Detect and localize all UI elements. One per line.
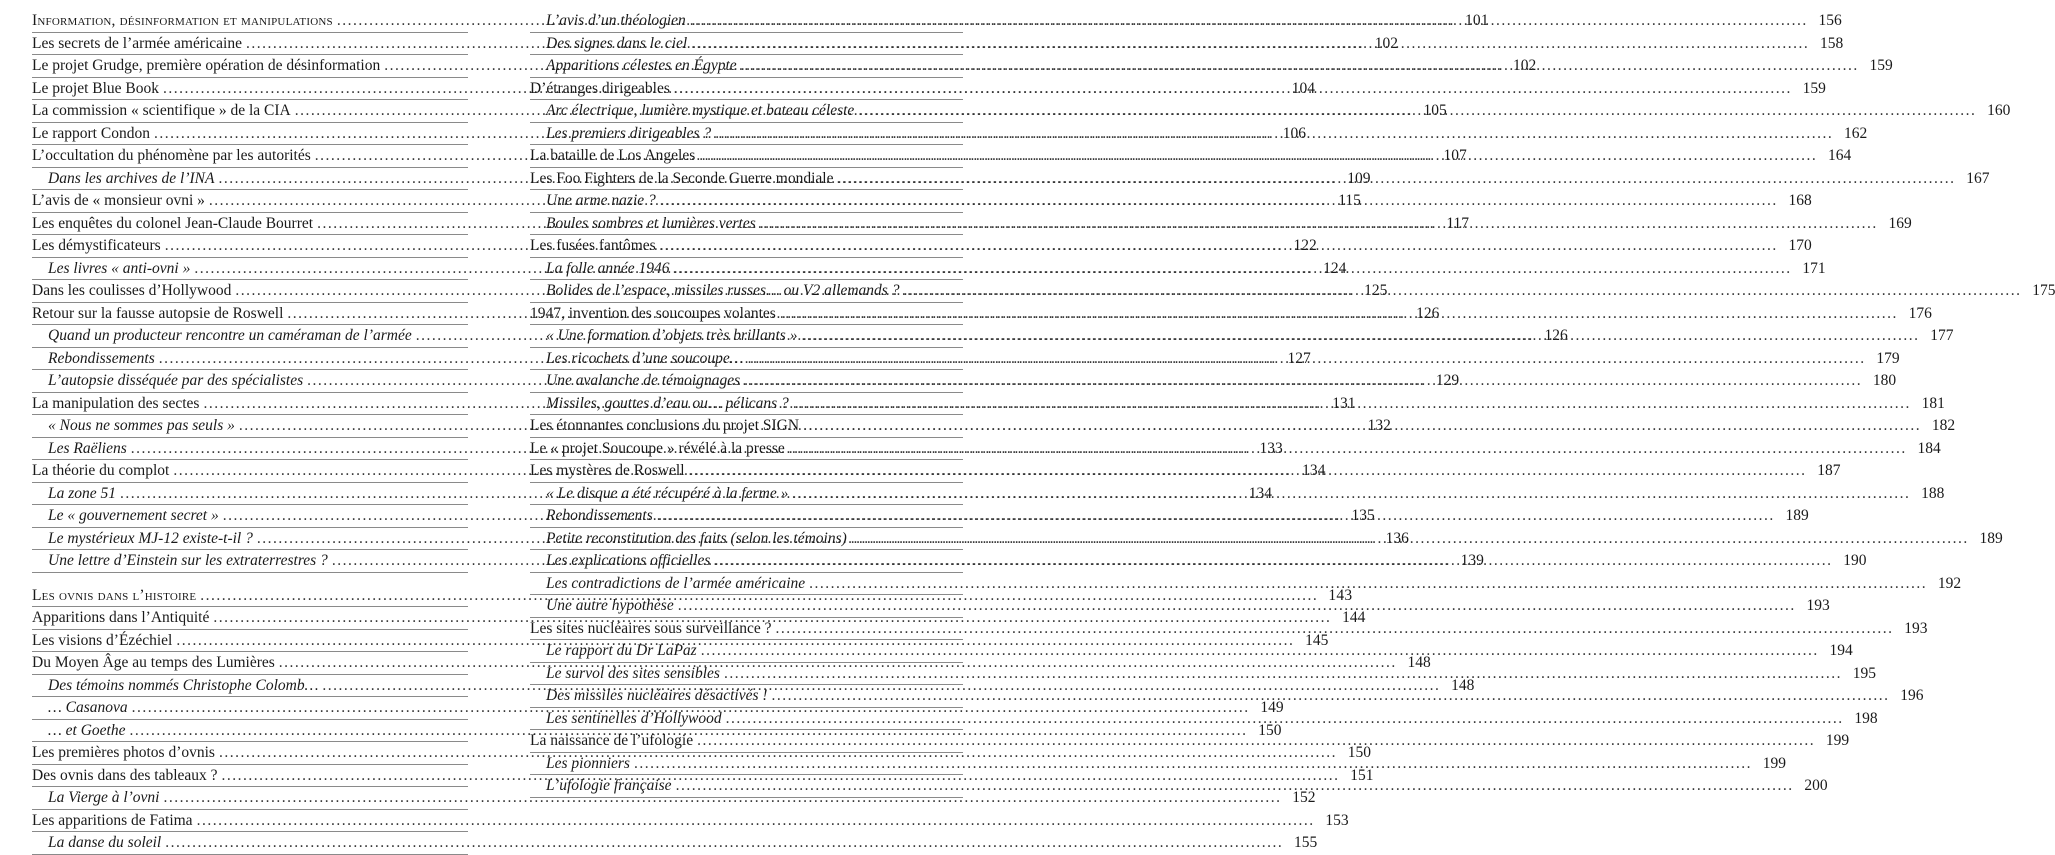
toc-page-number: 150 (1347, 744, 1371, 761)
toc-entry-title: Rebondissements (48, 349, 155, 367)
toc-page-number: 199 (1762, 754, 1786, 772)
toc-entry-title: Les fusées fantômes (530, 237, 656, 254)
toc-page-number: 125 (1364, 282, 1388, 299)
toc-page-number: 194 (1829, 642, 1853, 659)
toc-page-number: 145 (1305, 631, 1329, 649)
toc-page-number: 152 (1292, 789, 1316, 806)
toc-dot-leader (741, 55, 1859, 77)
toc-dot-leader (197, 810, 1315, 832)
toc-page-number: 198 (1854, 709, 1878, 727)
toc-entry-title: L’avis de « monsieur ovni » (32, 192, 205, 209)
toc-entry-title: Petite reconstitution des faits (selon les témoins) (546, 529, 847, 547)
toc-dot-leader (715, 123, 1833, 145)
toc-entry-title: Les sentinelles d’Hollywood (546, 709, 722, 727)
toc-page-number: 167 (1966, 169, 1990, 187)
toc-entry-title: Le mystérieux MJ-12 existe-t-il ? (48, 529, 253, 547)
toc-entry-title: Les premières photos d’ovnis (32, 744, 215, 761)
toc-page-number: 175 (2032, 282, 2055, 299)
toc-page-number: 148 (1451, 676, 1475, 694)
toc-entry-title: La zone 51 (48, 484, 117, 502)
toc-entry-title: L’avis d’un théologien (546, 12, 686, 29)
toc-page-number: 133 (1259, 439, 1283, 457)
toc-page-number: 180 (1872, 372, 1897, 389)
toc-page-number: 196 (1900, 687, 1924, 704)
toc-dot-leader (744, 370, 1862, 392)
toc-page-number: 151 (1350, 766, 1374, 784)
toc-entry-title: Arc électrique, lumière mystique et bateau céleste (546, 102, 855, 119)
toc-dot-leader (793, 393, 1911, 415)
toc-dot-leader (674, 258, 1792, 280)
toc-entry-title: Des témoins nommés Christophe Colomb… (48, 676, 319, 694)
toc-entry-title: Apparitions célestes en Égypte (546, 57, 737, 74)
toc-dot-leader (748, 348, 1866, 370)
toc-entry-title: Boules sombres et lumières vertes (546, 214, 756, 232)
toc-page-number: 143 (1328, 586, 1353, 604)
toc-entry-title: La manipulation des sectes (32, 394, 200, 412)
toc-dot-leader (858, 100, 1976, 122)
toc-page-number: 193 (1806, 597, 1830, 614)
toc-entry (32, 810, 1349, 833)
toc-entry-title: Missiles, gouttes d’eau ou… pélicans ? (546, 394, 789, 412)
toc-entry-title: Des signes dans le ciel (546, 34, 688, 52)
toc-page-number: 139 (1460, 552, 1484, 569)
toc-entry-title: Les contradictions de l’armée américaine (546, 574, 806, 592)
toc-page-number: 158 (1819, 34, 1844, 52)
toc-page-number: 184 (1917, 439, 1941, 457)
toc-entry-title: Les démystificateurs (32, 237, 161, 254)
toc-dot-leader (676, 775, 1794, 797)
toc-page-number: 171 (1802, 259, 1826, 277)
toc-page-number: 195 (1852, 664, 1876, 682)
toc-entry-title: Une lettre d’Einstein sur les extraterrestres ? (48, 552, 328, 569)
toc-entry-title: Rebondissements (546, 507, 653, 524)
toc-page-number: 199 (1825, 732, 1850, 749)
toc-page-number: 117 (1446, 214, 1470, 232)
toc-entry-title: Dans les archives de l’INA (48, 169, 215, 187)
toc-dot-leader (772, 685, 1890, 707)
toc-page-number: 156 (1818, 12, 1842, 29)
toc-page-number: 189 (1979, 529, 2003, 547)
toc-page-number: 150 (1258, 721, 1282, 739)
toc-page-number: 102 (1512, 57, 1537, 74)
toc-entry-title: Une autre hypothèse (546, 597, 674, 614)
toc-page-number: 132 (1367, 417, 1391, 434)
toc-entry-title: La naissance de l’ufologie (530, 732, 694, 749)
toc-page-number: 189 (1785, 507, 1809, 524)
toc-dot-leader (803, 415, 1921, 437)
toc-dot-leader (689, 460, 1807, 482)
toc-entry-title: L’ufologie française (546, 777, 672, 794)
toc-page-number: 169 (1888, 214, 1912, 232)
toc-page-number: 182 (1931, 417, 1956, 434)
toc-entry-title: 1947, invention des soucoupes volantes (530, 304, 776, 322)
toc-dot-leader (724, 663, 1842, 685)
toc-entry-title: L’occultation du phénomène par les autorités (32, 147, 311, 164)
toc-entry-title: Le projet Grudge, première opération de désinformation (32, 57, 381, 74)
toc-entry-title: Information, désinformation et manipulations (32, 12, 333, 29)
toc-page-number: 127 (1287, 349, 1311, 367)
toc-entry-title: Le « projet Soucoupe » révélé à la presse (530, 439, 785, 457)
toc-entry-title: Retour sur la fausse autopsie de Roswell (32, 304, 284, 322)
toc-entry-title: Apparitions dans l’Antiquité (32, 609, 210, 626)
toc-dot-leader (657, 505, 1775, 527)
toc-entry-title: Les ricochets d’une soucoupe… (546, 349, 744, 367)
toc-entry-title: Les sites nucléaires sous surveillance ? (530, 619, 772, 637)
toc-page-number: 148 (1407, 654, 1431, 671)
toc-page-number: 115 (1338, 192, 1361, 209)
toc-page-number: 105 (1423, 102, 1447, 119)
toc-page-number: 160 (1987, 102, 2011, 119)
toc-dot-leader (726, 708, 1844, 730)
toc-entry-title: Le « gouvernement secret » (48, 507, 219, 524)
toc-entry-title: Le rapport Condon (32, 124, 150, 142)
toc-entry-title: Les mystères de Roswell (530, 462, 685, 479)
toc-page-number: 149 (1260, 699, 1284, 716)
toc-page-number: 164 (1828, 147, 1852, 164)
toc-page-number: 129 (1435, 372, 1460, 389)
toc-entry-title: La commission « scientifique » de la CIA (32, 102, 291, 119)
toc-dot-leader (837, 168, 1955, 190)
toc-entry-title: … Casanova (48, 699, 128, 716)
toc-entry-title: Les premiers dirigeables ? (546, 124, 712, 142)
toc-page-number: 200 (1804, 777, 1828, 794)
toc-page-number: 135 (1351, 507, 1375, 524)
toc-entry-title: Les Raëliens (48, 439, 127, 457)
toc-entry-title: Le rapport du Dr LaPaz (546, 642, 697, 659)
toc-entry-title: … et Goethe (48, 721, 126, 739)
toc-page-number: 159 (1802, 79, 1826, 97)
toc-entry-title: « Une formation d’objets très brillants » (546, 327, 798, 344)
toc-entry-title: Quand un producteur rencontre un caméraman de l’armée (48, 327, 412, 344)
toc-page-number: 168 (1788, 192, 1812, 209)
toc-dot-leader (792, 483, 1910, 505)
toc-page-number: 144 (1342, 609, 1366, 626)
toc-entry-title: Bolides de l’espace, missiles russes… ou V2 allemands ? (546, 282, 900, 299)
toc-dot-leader (634, 753, 1752, 775)
toc-page-number: 134 (1248, 484, 1273, 502)
toc-entry-title: Les ovnis dans l’histoire (32, 586, 197, 604)
toc-entry-title: « Nous ne sommes pas seuls » (48, 417, 235, 434)
toc-page-number: 155 (1294, 834, 1318, 851)
toc-dot-leader (701, 640, 1819, 662)
toc-dot-leader (691, 33, 1809, 55)
toc-dot-leader (789, 438, 1907, 460)
toc-page-number: 170 (1788, 237, 1812, 254)
toc-page-number: 102 (1374, 34, 1398, 52)
toc-entry-title: Une arme nazie ? (546, 192, 656, 209)
toc-subentry (32, 787, 1316, 810)
toc-page-number: 159 (1869, 57, 1893, 74)
toc-page-number: 104 (1291, 79, 1315, 97)
toc-entry-title: La folle année 1946 (546, 259, 670, 277)
toc-dot-leader (165, 832, 1283, 854)
toc-page-number: 101 (1464, 12, 1489, 29)
toc-entry-title: Dans les coulisses d’Hollywood (32, 282, 232, 299)
toc-entry-title: Le projet Blue Book (32, 79, 159, 97)
toc-page-number: 109 (1347, 169, 1371, 187)
toc-dot-leader (699, 145, 1817, 167)
toc-entry-title: Des ovnis dans des tableaux ? (32, 766, 218, 784)
toc-entry-title: La théorie du complot (32, 462, 170, 479)
toc-page-number: 193 (1904, 619, 1928, 637)
toc-dot-leader (690, 10, 1808, 32)
toc-entry-title: D’étranges dirigeables (530, 79, 670, 97)
toc-page-number: 126 (1544, 327, 1568, 344)
toc-page-number: 162 (1843, 124, 1868, 142)
toc-page-number: 181 (1921, 394, 1945, 412)
toc-dot-leader (678, 595, 1796, 617)
toc-dot-leader (674, 78, 1792, 100)
toc-entry-title: Du Moyen Âge au temps des Lumières (32, 654, 275, 671)
toc-page-number: 177 (1930, 327, 1954, 344)
toc-dot-leader (780, 303, 1898, 325)
toc-entry-title: Les secrets de l’armée américaine (32, 34, 242, 52)
toc-dot-leader (660, 190, 1778, 212)
toc-entry-title: Les Foo Fighters de la Seconde Guerre mondiale (530, 169, 834, 187)
toc-dot-leader (660, 235, 1778, 257)
toc-dot-leader (714, 550, 1832, 572)
toc-page-number: 131 (1332, 394, 1356, 412)
toc-entry-title: La danse du soleil (48, 834, 162, 851)
toc-entry-title: Le survol des sites sensibles (546, 664, 720, 682)
toc-page-number: 106 (1282, 124, 1306, 142)
toc-entry-title: Les enquêtes du colonel Jean-Claude Bourret (32, 214, 314, 232)
toc-page-number: 192 (1937, 574, 1962, 592)
toc-page-number: 134 (1302, 462, 1326, 479)
toc-entry-title: Une avalanche de témoignages (546, 372, 741, 389)
toc-page-number: 122 (1293, 237, 1317, 254)
toc-subentry (32, 832, 1318, 855)
toc-entry-title: Les étonnantes conclusions du projet SIGN (530, 417, 800, 434)
toc-entry-title: La bataille de Los Angeles (530, 147, 696, 164)
toc-entry-title: L’autopsie disséquée par des spécialistes (48, 372, 304, 389)
toc-entry-title: La Vierge à l’ovni (48, 789, 160, 806)
toc-dot-leader (775, 618, 1893, 640)
toc-entry-title: Les apparitions de Fatima (32, 811, 193, 829)
toc-dot-leader (801, 325, 1919, 347)
toc-entry-title: Les pionniers (546, 754, 630, 772)
toc-dot-leader (851, 528, 1969, 550)
toc-page-number: 136 (1385, 529, 1409, 547)
toc-entry-title: Des missiles nucléaires désactivés ! (546, 687, 768, 704)
toc-entry-title: Les visions d’Ézéchiel (32, 631, 173, 649)
toc-dot-leader (809, 573, 1927, 595)
toc-page-number: 188 (1921, 484, 1945, 502)
toc-entry-title: « Le disque a été récupéré à la ferme » (546, 484, 789, 502)
toc-dot-leader (697, 730, 1815, 752)
toc-entry-title: Les explications officielles (546, 552, 711, 569)
toc-page-number: 176 (1908, 304, 1932, 322)
toc-dot-leader (760, 213, 1878, 235)
toc-page-number: 126 (1416, 304, 1440, 322)
toc-page-number: 190 (1843, 552, 1867, 569)
toc-page-number: 179 (1876, 349, 1900, 367)
toc-page-number: 107 (1443, 147, 1467, 164)
toc-page-number: 187 (1817, 462, 1841, 479)
toc-entry-title: Les livres « anti-ovni » (48, 259, 191, 277)
toc-dot-leader (903, 280, 2021, 302)
toc-page-number: 153 (1325, 811, 1349, 829)
toc-page-number: 124 (1323, 259, 1347, 277)
